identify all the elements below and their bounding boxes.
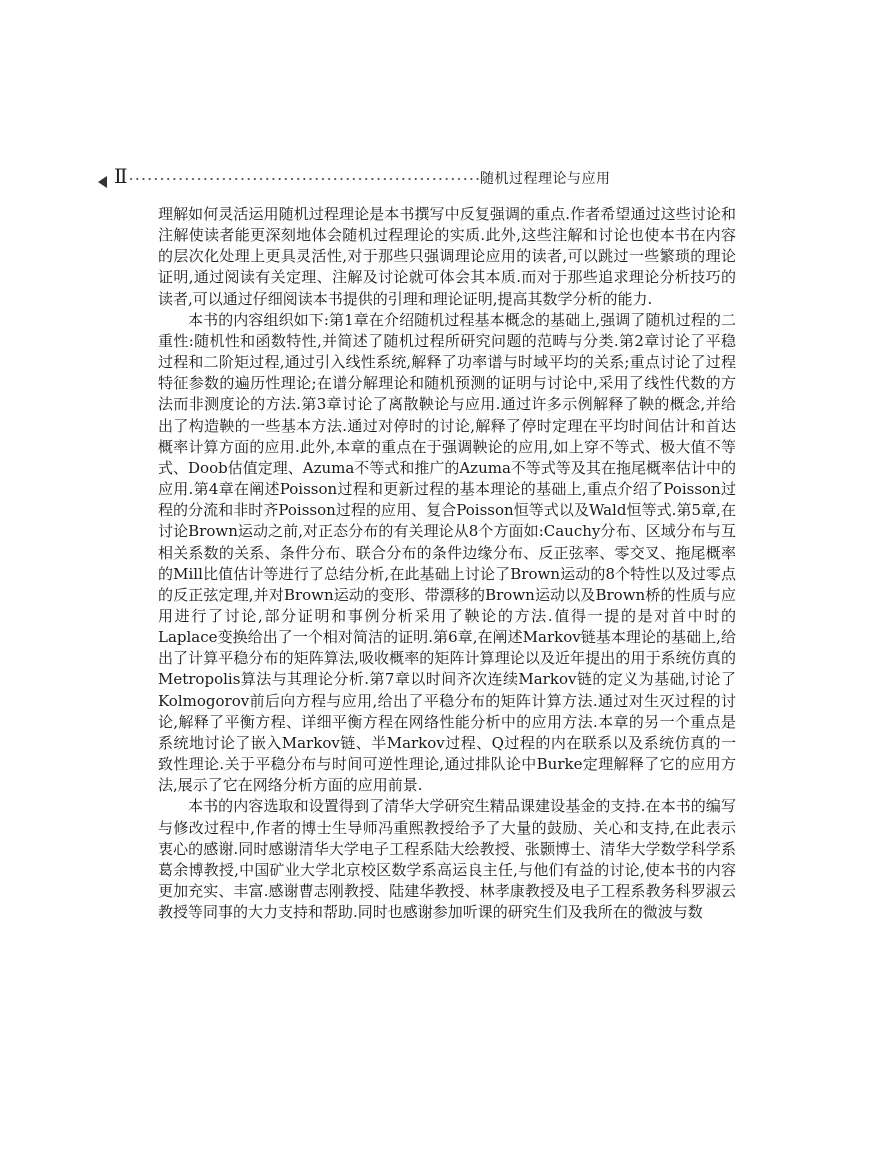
left-arrow-icon — [98, 176, 107, 188]
body-text — [158, 204, 736, 923]
page-number: Ⅱ — [114, 164, 127, 188]
paragraph-3: 本书的内容选取和设置得到了清华大学研究生精品课建设基金的支持.在本书的编写与修改过程中,作者的博士生导师冯重熙教授给予了大量的鼓励、关心和支持,在此表示衷心的感谢.同时感谢清华大学电子工程系陆大绘教授、张颢博士、清华大学数学科学系葛余博教授,中国矿业大学北京校区数学系高运良主任,与他们有益的讨论,使本书的内容更加充实、丰富.感谢曹志刚教授、陆建华教授、林孝康教授及电子工程系教务科罗淑云教授等同事的大力支持和帮助.同时也感谢参加听课的研究生们及我所在的微波与数 — [158, 797, 736, 922]
paragraph-2: 本书的内容组织如下:第1章在介绍随机过程基本概念的基础上,强调了随机过程的二重性:随机性和函数特性,并简述了随机过程所研究问题的范畴与分类.第2章讨论了平稳过程和二阶矩过程,通过引入线性系统,解释了功率谱与时域平均的关系;重点讨论了过程特征参数的遍历性理论;在谱分解理论和随机预测的证明与讨论中,采用了线性代数的方法而非测度论的方法.第3章讨论了离散鞅论与应用.通过许多示例解释了鞅的概念,并给出了构造鞅的一些基本方法.通过对停时的讨论,解释了停时定理在平均时间估计和首达概率计算方面的应用.此外,本章的重点在于强调鞅论的应用,如上穿不等式、极大值不等式、Doob估值定理、Azuma不等式和推广的Azuma不等式等及其在拖尾概率估计中的应用.第4章在阐述Poisson过程和更新过程的基本理论的基础上,重点介绍了Poisson过程的分流和非时齐Poisson过程的应用、复合Poisson恒等式以及Wald恒等式.第5章,在讨论Brown运动之前,对正态分布的有关理论从8个方面如:Cauchy分布、区域分布与互相关系数的关系、条件分布、联合分布的条件边缘分布、反正弦率、零交叉、拖尾概率的Mill比值估计等进行了总结分析,在此基础上讨论了Brown运动的8个特性以及过零点的反正弦定理,并对Brown运动的变形、带漂移的Brown运动以及Brown桥的性质与应用进行了讨论,部分证明和事例分析采用了鞅论的方法.值得一提的是对首中时的Laplace变换给出了一个相对简洁的证明.第6章,在阐述Markov链基本理论的基础上,给出了计算平稳分布的矩阵算法,吸收概率的矩阵计算理论以及近年提出的用于系统仿真的Metropolis算法与其理论分析.第7章以时间齐次连续Markov链的定义为基础,讨论了Kolmogorov前后向方程与应用,给出了平稳分布的矩阵计算方法.通过对生灭过程的讨论,解释了平衡方程、详细平衡方程在网络性能分析中的应用方法.本章的另一个重点是系统地讨论了嵌入Markov链、半Markov过程、Q过程的内在联系以及系统仿真的一致性理论.关于平稳分布与时间可逆性理论,通过排队论中Burke定理解释了它的应用方法,展示了它在网络分析方面的应用前景. — [158, 310, 736, 795]
running-title: 随机过程理论与应用 — [480, 171, 611, 187]
dotted-leader — [128, 176, 480, 182]
running-header — [98, 164, 611, 196]
paragraph-1: 理解如何灵活运用随机过程理论是本书撰写中反复强调的重点.作者希望通过这些讨论和注解使读者能更深刻地体会随机过程理论的实质.此外,这些注解和讨论也使本书在内容的层次化处理上更具灵活性,对于那些只强调理论应用的读者,可以跳过一些繁琐的理论证明,通过阅读有关定理、注解及讨论就可体会其本质.而对于那些追求理论分析技巧的读者,可以通过仔细阅读本书提供的引理和理论证明,提高其数学分析的能力. — [158, 205, 736, 308]
